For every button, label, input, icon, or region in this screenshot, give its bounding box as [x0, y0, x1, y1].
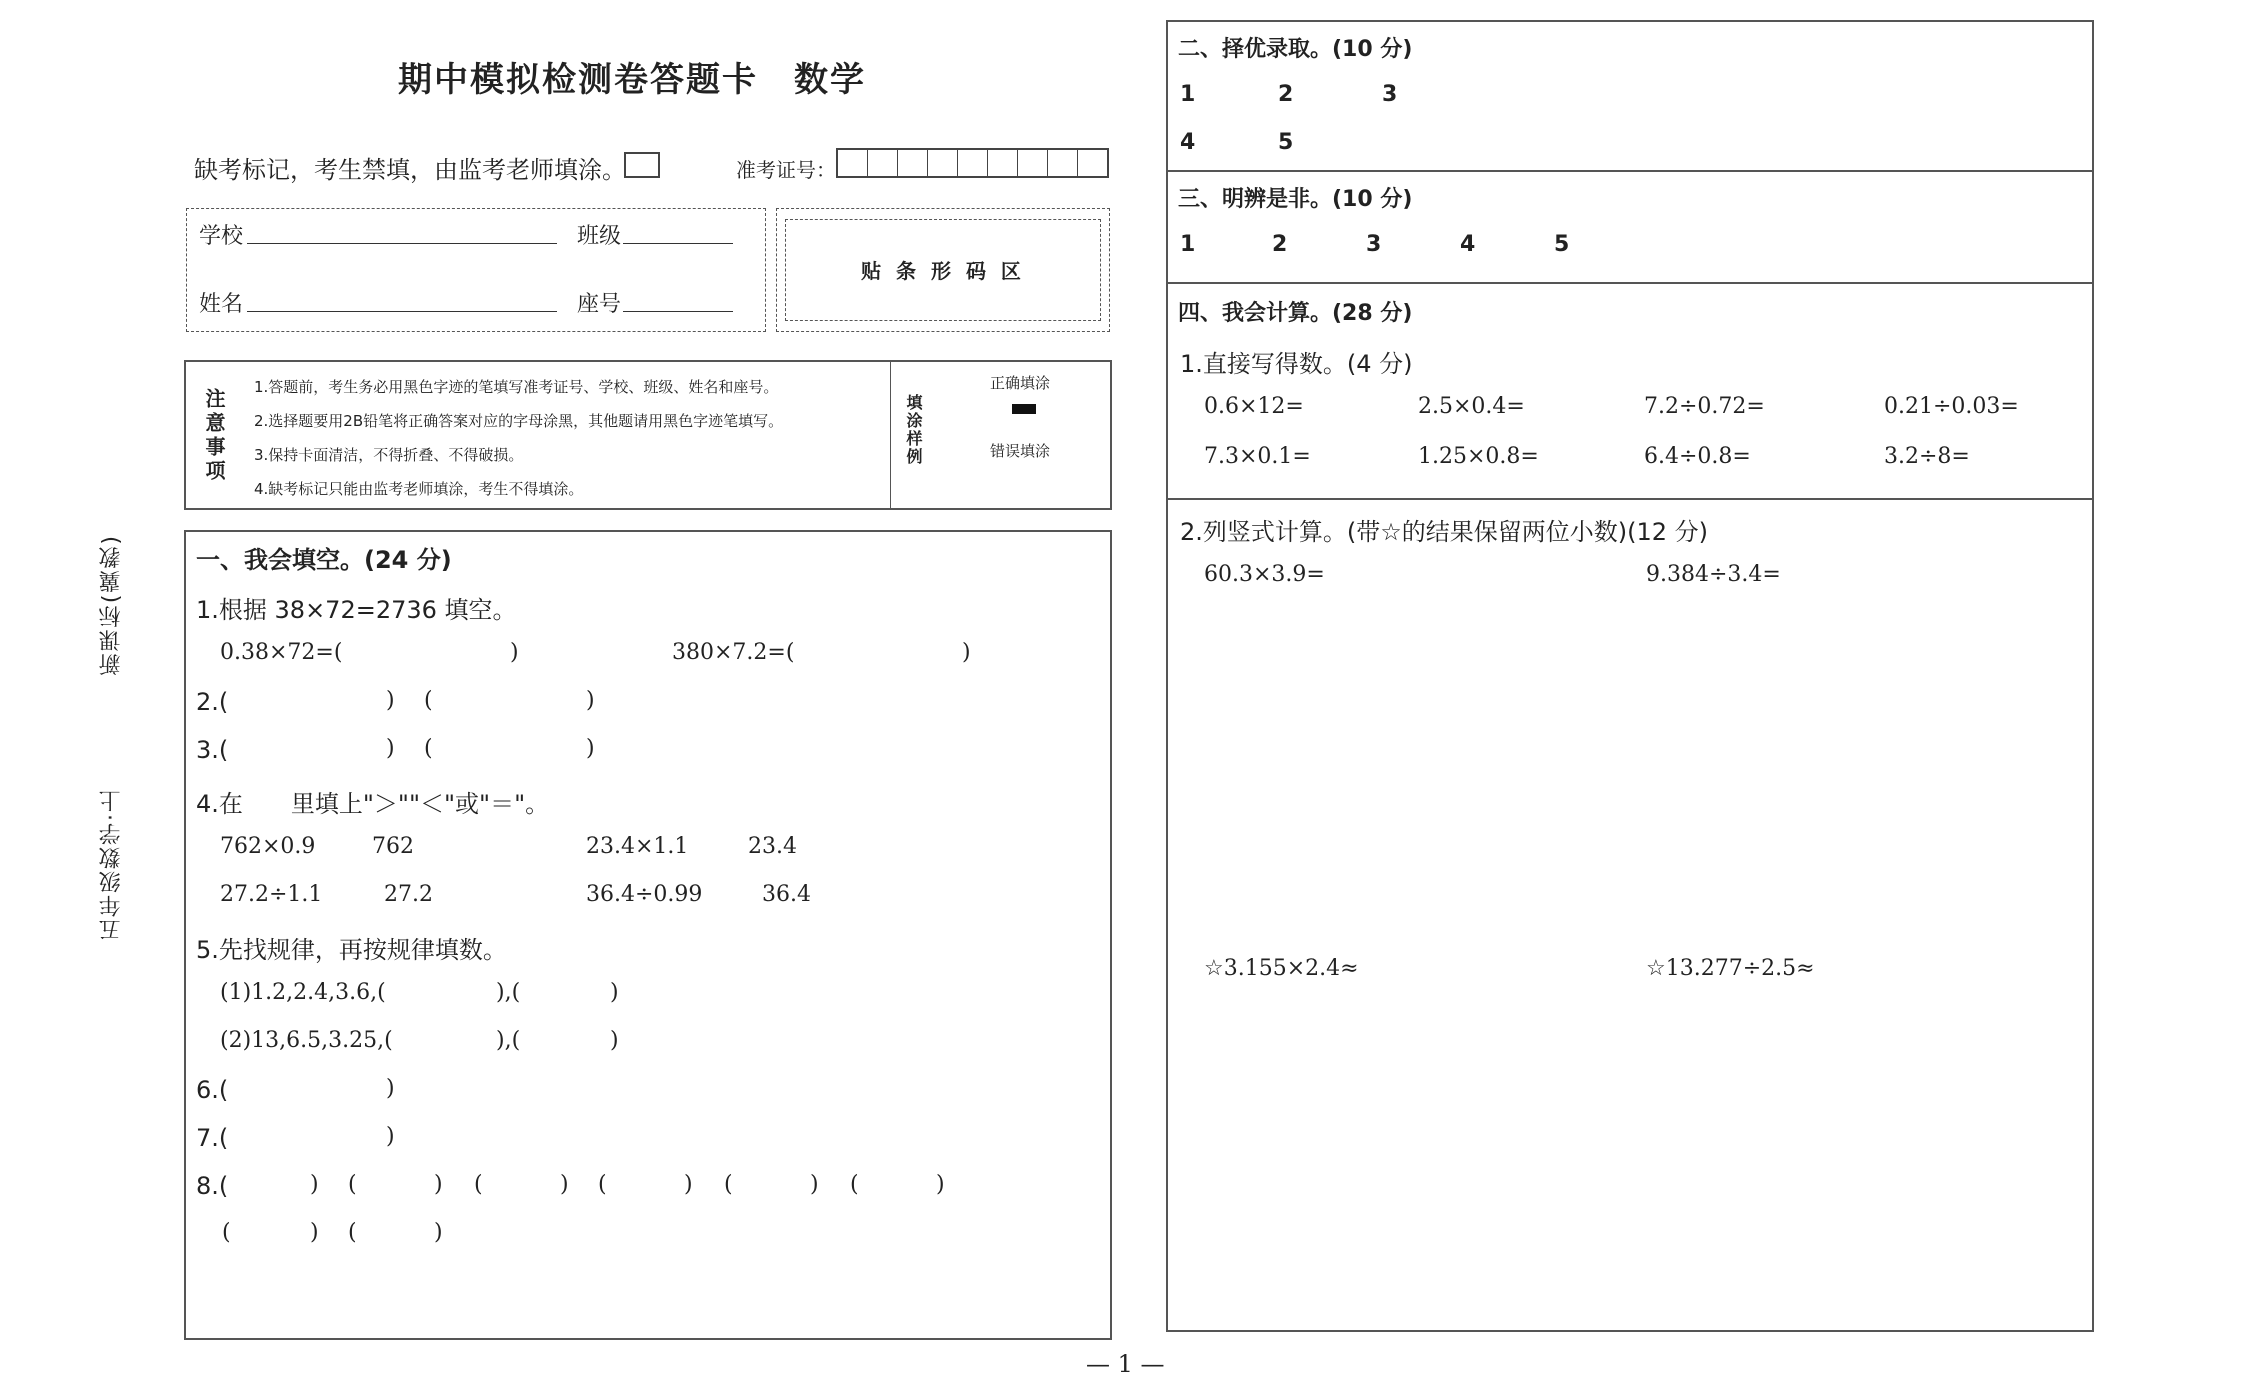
absent-mark-box[interactable] [624, 152, 660, 178]
q4-item: 762×0.9 [220, 834, 316, 859]
q2-close-2: ) [586, 688, 595, 713]
choice-1[interactable]: 1 [1180, 82, 1196, 107]
q8-open: ( [474, 1172, 483, 1197]
right-column-box [1166, 20, 2094, 1332]
notes-item: 4.缺考标记只能由监考老师填涂，考生不得填涂。 [254, 480, 584, 498]
section1-title: 一、我会填空。(24 分) [196, 546, 452, 574]
fill-example-label: 填涂样例 [904, 394, 923, 466]
q8-open: ( [222, 1220, 231, 1245]
q4-item: 27.2÷1.1 [220, 882, 323, 907]
q7: 7.( [196, 1124, 229, 1152]
q8-close: ) [310, 1172, 319, 1197]
q8-close: ) [684, 1172, 693, 1197]
notes-item: 2.选择题要用2B铅笔将正确答案对应的字母涂黑，其他题请用黑色字迹笔填写。 [254, 412, 784, 430]
choice-4[interactable]: 4 [1180, 130, 1196, 155]
calc-item: 0.21÷0.03= [1884, 394, 2019, 419]
class-label: 班级 [577, 224, 622, 249]
q8-close: ) [810, 1172, 819, 1197]
q1-b-close: ) [962, 640, 971, 665]
q4-stem: 4.在 里填上"＞""＜"或"＝"。 [196, 790, 550, 818]
q7-close: ) [386, 1124, 395, 1149]
judge-4[interactable]: 4 [1460, 232, 1476, 257]
name-label: 姓名 [199, 292, 244, 317]
choice-3[interactable]: 3 [1382, 82, 1398, 107]
q8-open: ( [348, 1220, 357, 1245]
q8-open: ( [724, 1172, 733, 1197]
vertical-calc-item: ☆13.277÷2.5≈ [1646, 956, 1815, 981]
exam-id-label: 准考证号： [736, 158, 836, 182]
q2: 2.( [196, 688, 229, 716]
q4-item: 36.4÷0.99 [586, 882, 703, 907]
q2-close: ) [386, 688, 395, 713]
q6: 6.( [196, 1076, 229, 1104]
judge-3[interactable]: 3 [1366, 232, 1382, 257]
judge-1[interactable]: 1 [1180, 232, 1196, 257]
exam-id-digit[interactable] [1078, 150, 1107, 176]
q4-item: 23.4×1.1 [586, 834, 689, 859]
seat-label: 座号 [577, 292, 622, 317]
vertical-calc-item: 9.384÷3.4= [1646, 562, 1781, 587]
correct-fill-label: 正确填涂 [990, 374, 1051, 392]
vertical-calc-item: 60.3×3.9= [1204, 562, 1325, 587]
q4-item: 762 [372, 834, 414, 859]
page-number: — 1 — [1086, 1350, 1165, 1378]
q5-1-close: ) [610, 980, 619, 1005]
q8-close: ) [560, 1172, 569, 1197]
calc-item: 3.2÷8= [1884, 444, 1970, 469]
section2-title: 二、择优录取。(10 分) [1178, 37, 1413, 62]
q4-item: 27.2 [384, 882, 433, 907]
q8-open: ( [598, 1172, 607, 1197]
q8-close: ) [936, 1172, 945, 1197]
q5-1: (1)1.2,2.4,3.6,( [220, 980, 386, 1005]
q8-close: ) [310, 1220, 319, 1245]
q8-open: ( [850, 1172, 859, 1197]
calc-item: 2.5×0.4= [1418, 394, 1525, 419]
q3: 3.( [196, 736, 229, 764]
section4-title: 四、我会计算。(28 分) [1178, 301, 1413, 326]
q6-close: ) [386, 1076, 395, 1101]
side-label-top: 新课标(冀教) [99, 534, 124, 676]
q4-item: 36.4 [762, 882, 811, 907]
q1-stem: 1.根据 38×72=2736 填空。 [196, 596, 517, 624]
exam-id-digit[interactable] [1018, 150, 1048, 176]
calc-item: 0.6×12= [1204, 394, 1304, 419]
barcode-area [776, 208, 1110, 332]
choice-5[interactable]: 5 [1278, 130, 1294, 155]
exam-id-digit[interactable] [1048, 150, 1078, 176]
q5-2-close: ) [610, 1028, 619, 1053]
exam-id-boxes[interactable] [836, 148, 1109, 178]
notes-item: 3.保持卡面清洁，不得折叠、不得破损。 [254, 446, 524, 464]
side-label-bottom: 五年级数学·上 [99, 788, 124, 941]
q5-2-sep: ),( [496, 1028, 521, 1053]
absent-mark-label: 缺考标记，考生禁填，由监考老师填涂。 [194, 156, 626, 184]
section3-title: 三、明辨是非。(10 分) [1178, 187, 1413, 212]
q8: 8.( [196, 1172, 229, 1200]
calc-item: 1.25×0.8= [1418, 444, 1539, 469]
sub1-title: 1.直接写得数。(4 分) [1180, 350, 1413, 378]
notes-item: 1.答题前，考生务必用黑色字迹的笔填写准考证号、学校、班级、姓名和座号。 [254, 378, 779, 396]
calc-item: 7.2÷0.72= [1644, 394, 1765, 419]
vertical-calc-item: ☆3.155×2.4≈ [1204, 956, 1359, 981]
exam-id-digit[interactable] [958, 150, 988, 176]
correct-fill-sample [1012, 404, 1036, 414]
q5-1-sep: ),( [496, 980, 521, 1005]
sub2-title: 2.列竖式计算。(带☆的结果保留两位小数)(12 分) [1180, 518, 1709, 546]
q5-stem: 5.先找规律，再按规律填数。 [196, 936, 507, 964]
name-field[interactable] [247, 311, 557, 312]
judge-2[interactable]: 2 [1272, 232, 1288, 257]
barcode-label: 贴 条 形 码 区 [861, 259, 1025, 283]
notes-title: 注意事项 [202, 388, 226, 484]
calc-item: 7.3×0.1= [1204, 444, 1311, 469]
wrong-fill-label: 错误填涂 [990, 442, 1051, 460]
q1-a-close: ) [510, 640, 519, 665]
q4-item: 23.4 [748, 834, 797, 859]
q8-close: ) [434, 1220, 443, 1245]
q1-a: 0.38×72=( [220, 640, 343, 665]
exam-id-digit[interactable] [868, 150, 898, 176]
q3-close: ) [386, 736, 395, 761]
exam-id-digit[interactable] [898, 150, 928, 176]
judge-5[interactable]: 5 [1554, 232, 1570, 257]
class-field[interactable] [623, 243, 733, 244]
exam-id-digit[interactable] [988, 150, 1018, 176]
seat-field[interactable] [623, 311, 733, 312]
exam-id-digit[interactable] [838, 150, 868, 176]
q3-close-2: ) [586, 736, 595, 761]
q3-open: ( [424, 736, 433, 761]
q8-open: ( [348, 1172, 357, 1197]
school-field[interactable] [247, 243, 557, 244]
q2-open: ( [424, 688, 433, 713]
calc-item: 6.4÷0.8= [1644, 444, 1751, 469]
student-info-box [186, 208, 766, 332]
q1-b: 380×7.2=( [672, 640, 795, 665]
q8-close: ) [434, 1172, 443, 1197]
choice-2[interactable]: 2 [1278, 82, 1294, 107]
page-title: 期中模拟检测卷答题卡 数学 [398, 60, 866, 100]
exam-id-digit[interactable] [928, 150, 958, 176]
q5-2: (2)13,6.5,3.25,( [220, 1028, 393, 1053]
school-label: 学校 [199, 224, 244, 249]
